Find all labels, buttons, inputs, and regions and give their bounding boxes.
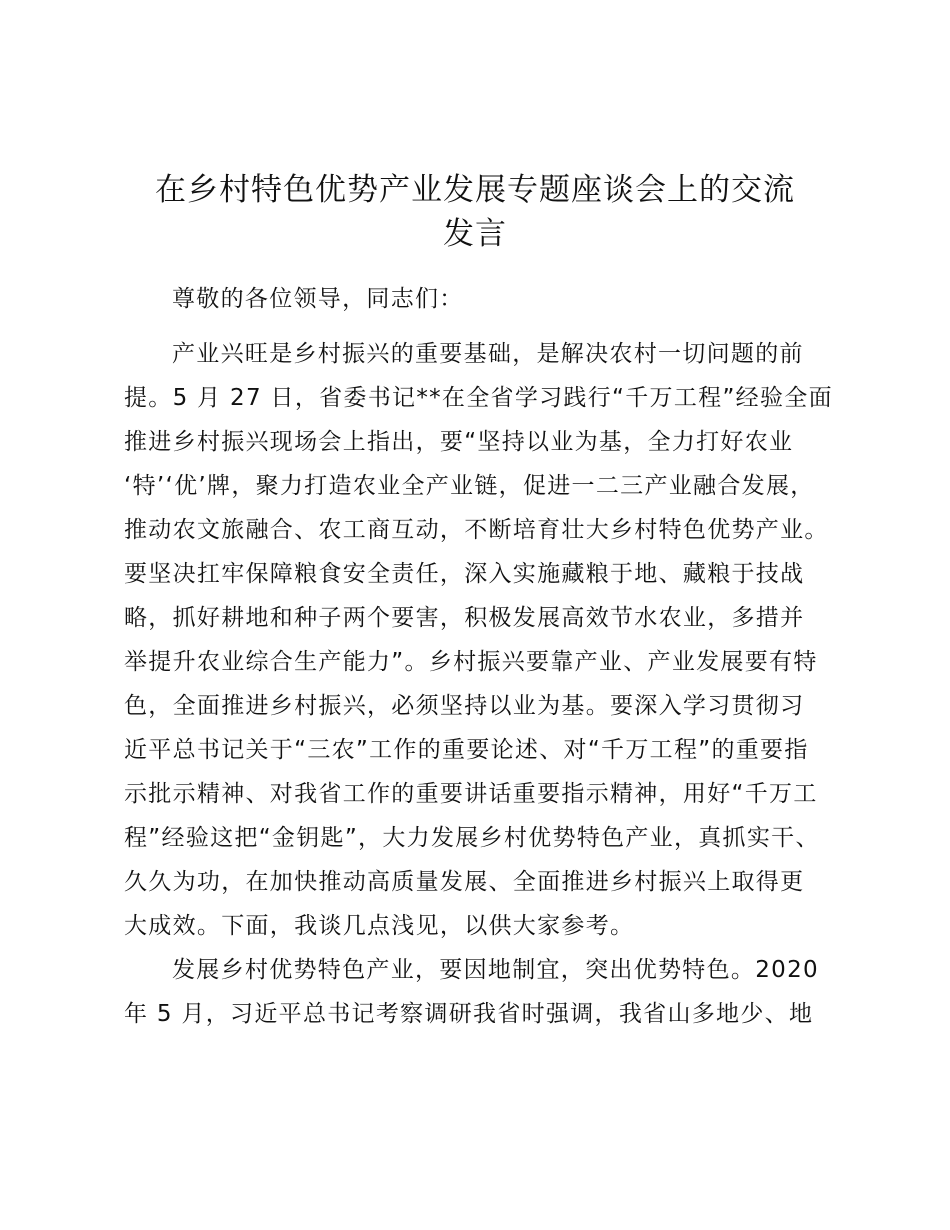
paragraph-2: [124, 948, 854, 1036]
paragraph-line: 年 5 月，习近平总书记考察调研我省时强调，我省山多地少、地: [124, 1001, 814, 1027]
paragraph-1: [124, 332, 854, 948]
paragraph-line: 发展乡村优势特色产业，要因地制宜，突出优势特色。2020: [172, 957, 819, 983]
paragraph-line: 略，抓好耕地和种子两个要害，积极发展高效节水农业，多措并: [124, 605, 805, 631]
paragraph-line: 近平总书记关于“三农”工作的重要论述、对“千万工程”的重要指: [124, 737, 809, 763]
paragraph-line: 产业兴旺是乡村振兴的重要基础，是解决农村一切问题的前: [172, 341, 804, 367]
salutation: 尊敬的各位领导，同志们：: [172, 286, 464, 312]
title-line-1: 在乡村特色优势产业发展专题座谈会上的交流: [155, 172, 795, 208]
paragraph-line: 要坚决扛牢保障粮食安全责任，深入实施藏粮于地、藏粮于技战: [124, 561, 805, 587]
title-line-2: 发言: [443, 216, 507, 252]
paragraph-line: 提。5 月 27 日，省委书记**在全省学习践行“千万工程”经验全面: [124, 385, 833, 411]
paragraph-line: 大成效。下面，我谈几点浅见，以供大家参考。: [124, 913, 635, 939]
paragraph-line: 推动农文旅融合、农工商互动，不断培育壮大乡村特色优势产业。: [124, 517, 829, 543]
paragraph-line: 推进乡村振兴现场会上指出，要“坚持以业为基，全力打好农业: [124, 429, 794, 455]
paragraph-line: 程”经验这把“金钥匙”，大力发展乡村优势特色产业，真抓实干、: [124, 825, 820, 851]
paragraph-line: 举提升农业综合生产能力”。乡村振兴要靠产业、产业发展要有特: [124, 649, 818, 675]
paragraph-line: 示批示精神、对我省工作的重要讲话重要指示精神，用好“千万工: [124, 781, 818, 807]
paragraph-line: ‘特’‘优’牌，聚力打造农业全产业链，促进一二三产业融合发展，: [124, 473, 815, 499]
document-title: [110, 168, 840, 256]
paragraph-line: 久久为功，在加快推动高质量发展、全面推进乡村振兴上取得更: [124, 869, 805, 895]
paragraph-line: 色，全面推进乡村振兴，必须坚持以业为基。要深入学习贯彻习: [124, 693, 805, 719]
